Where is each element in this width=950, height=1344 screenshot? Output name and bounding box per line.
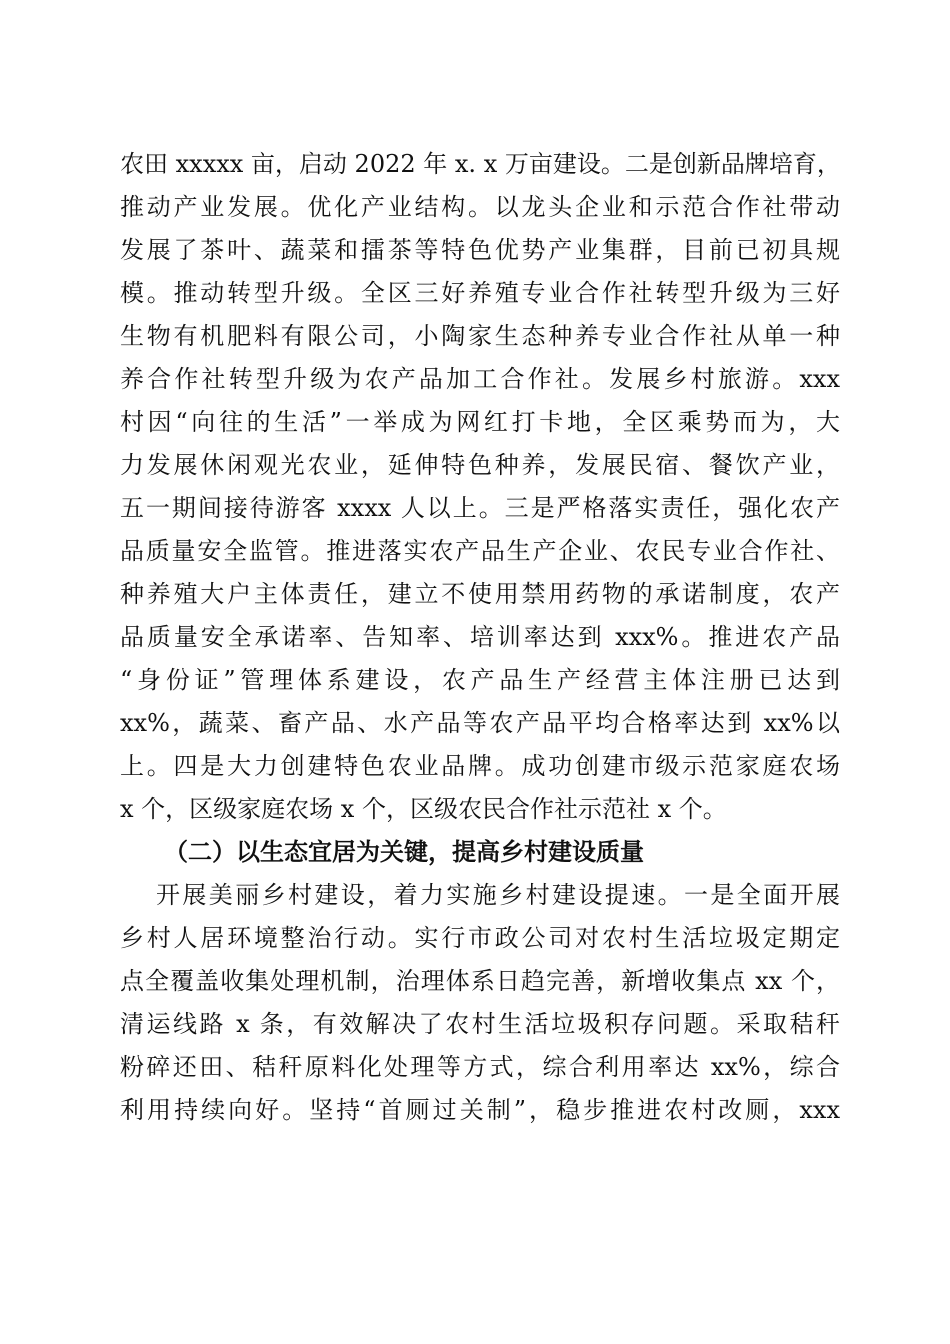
paragraph-line: 利用持续向好。坚持“首厕过关制”，稳步推进农村改厕，xxx [120, 1096, 840, 1124]
paragraph-line: 开展美丽乡村建设，着力实施乡村建设提速。一是全面开展 [156, 881, 840, 909]
paragraph-line: 乡村人居环境整治行动。实行市政公司对农村生活垃圾定期定 [120, 924, 840, 952]
paragraph-line: 上。四是大力创建特色农业品牌。成功创建市级示范家庭农场 [120, 752, 840, 780]
paragraph-line: 力发展休闲观光农业，延伸特色种养，发展民宿、餐饮产业， [120, 451, 840, 479]
section-heading: （二）以生态宜居为关键，提高乡村建设质量 [164, 837, 644, 866]
paragraph-line: 养合作社转型升级为农产品加工合作社。发展乡村旅游。xxx [120, 365, 840, 393]
paragraph-line: 五一期间接待游客 xxxx 人以上。三是严格落实责任，强化农产 [120, 494, 840, 522]
paragraph-line: 品质量安全监管。推进落实农产品生产企业、农民专业合作社、 [120, 537, 840, 565]
paragraph-line: xx%，蔬菜、畜产品、水产品等农产品平均合格率达到 xx%以 [120, 709, 840, 737]
paragraph-line: 农田 xxxxx 亩，启动 2022 年 x. x 万亩建设。二是创新品牌培育， [120, 150, 841, 178]
paragraph-line: 种养殖大户主体责任，建立不使用禁用药物的承诺制度，农产 [120, 580, 840, 608]
paragraph-line: 品质量安全承诺率、告知率、培训率达到 xxx%。推进农产品 [120, 623, 840, 651]
paragraph-line: 粉碎还田、秸秆原料化处理等方式，综合利用率达 xx%，综合 [120, 1053, 840, 1081]
paragraph-line: “身份证”管理体系建设，农产品生产经营主体注册已达到 [120, 666, 840, 694]
paragraph-line: 生物有机肥料有限公司，小陶家生态种养专业合作社从单一种 [120, 322, 840, 350]
paragraph-line: 点全覆盖收集处理机制，治理体系日趋完善，新增收集点 xx 个， [120, 967, 840, 995]
paragraph-line: 清运线路 x 条，有效解决了农村生活垃圾积存问题。采取秸秆 [120, 1010, 840, 1038]
paragraph-line: 发展了茶叶、蔬菜和擂茶等特色优势产业集群，目前已初具规 [120, 236, 840, 264]
paragraph-line: x 个，区级家庭农场 x 个，区级农民合作社示范社 x 个。 [120, 795, 727, 823]
paragraph-line: 村因“向往的生活”一举成为网红打卡地，全区乘势而为，大 [120, 408, 840, 436]
paragraph-line: 推动产业发展。优化产业结构。以龙头企业和示范合作社带动 [120, 193, 840, 221]
paragraph-line: 模。推动转型升级。全区三好养殖专业合作社转型升级为三好 [120, 279, 840, 307]
